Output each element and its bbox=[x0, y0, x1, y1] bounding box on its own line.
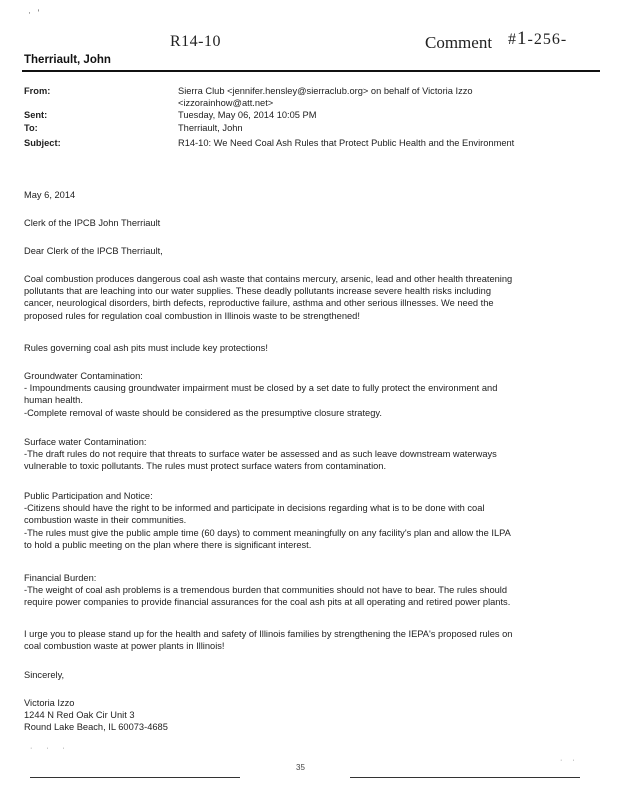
footer-rule-right bbox=[350, 777, 580, 778]
intro-paragraph bbox=[24, 273, 610, 322]
to-value: Therriault, John bbox=[178, 123, 243, 133]
intro-line: Coal combustion produces dangerous coal ash waste that contains mercury, arsenic, lead and other health threatening bbox=[24, 274, 513, 284]
financial-burden-section bbox=[24, 572, 610, 609]
groundwater-heading: Groundwater Contamination: bbox=[24, 371, 143, 381]
docket-number: R14-10 bbox=[170, 33, 221, 50]
financial-burden-line: -The weight of coal ash problems is a tremendous burden that communities should not have to bear. The rules should bbox=[24, 585, 508, 596]
groundwater-line: -Complete removal of waste should be considered as the presumptive closure strategy. bbox=[24, 407, 382, 418]
surface-water-section bbox=[24, 436, 610, 473]
surface-water-line: vulnerable to toxic pollutants. The rules must protect surface waters from contamination. bbox=[24, 461, 387, 472]
sent-label: Sent: bbox=[24, 110, 48, 120]
subject-value: R14-10: We Need Coal Ash Rules that Protect Public Health and the Environment bbox=[178, 138, 515, 148]
intro-line: proposed rules for regulation coal combustion in Illinois waste to be strengthened! bbox=[24, 310, 360, 321]
from-value-line1: Sierra Club <jennifer.hensley@sierraclub.org> on behalf of Victoria Izzo bbox=[178, 86, 473, 96]
scan-mark: · ' bbox=[28, 8, 40, 18]
page-number: 35 bbox=[296, 763, 305, 772]
letter-salutation: Dear Clerk of the IPCB Therriault, bbox=[24, 246, 163, 256]
intro-line: pollutants that are leaching into our water supplies. These deadly pollutants increase severe health risks including bbox=[24, 286, 492, 297]
intro-line: cancer, neurological disorders, birth defects, reproductive failure, asthma and other serious illnesses. We need the bbox=[24, 298, 494, 309]
public-participation-line: combustion waste in their communities. bbox=[24, 515, 187, 526]
recipient-name: Therriault, John bbox=[24, 54, 111, 66]
signature-address: 1244 N Red Oak Cir Unit 3 bbox=[24, 710, 135, 721]
scan-mark: · · bbox=[560, 757, 579, 764]
comment-number bbox=[508, 28, 567, 50]
signature-city: Round Lake Beach, IL 60073-4685 bbox=[24, 722, 168, 733]
urge-paragraph bbox=[24, 628, 610, 652]
letter-addressee: Clerk of the IPCB John Therriault bbox=[24, 218, 161, 228]
surface-water-heading: Surface water Contamination: bbox=[24, 437, 147, 447]
footer-rule-left bbox=[30, 777, 240, 778]
key-protections: Rules governing coal ash pits must include key protections! bbox=[24, 343, 268, 353]
groundwater-line: - Impoundments causing groundwater impairment must be closed by a set date to fully protect the environment and bbox=[24, 383, 498, 394]
financial-burden-heading: Financial Burden: bbox=[24, 573, 97, 583]
header-rule bbox=[22, 70, 600, 72]
to-label: To: bbox=[24, 123, 38, 133]
signature-name: Victoria Izzo bbox=[24, 698, 75, 708]
groundwater-line: human health. bbox=[24, 395, 83, 406]
public-participation-heading: Public Participation and Notice: bbox=[24, 491, 153, 501]
comment-label: Comment bbox=[425, 33, 493, 52]
public-participation-section bbox=[24, 490, 610, 551]
signature-block bbox=[24, 697, 610, 734]
public-participation-line: -Citizens should have the right to be informed and participate in decisions regarding what is to be done with coal bbox=[24, 503, 485, 514]
letter-closing: Sincerely, bbox=[24, 670, 65, 680]
surface-water-line: -The draft rules do not require that threats to surface water be assessed and as such leave downstream waterways bbox=[24, 449, 497, 460]
financial-burden-line: require power companies to provide financial assurances for the coal ash pits at all operating and retired power plants. bbox=[24, 597, 511, 608]
sent-value: Tuesday, May 06, 2014 10:05 PM bbox=[178, 110, 317, 120]
subject-label: Subject: bbox=[24, 138, 61, 148]
comment-number-suffix: -256- bbox=[527, 31, 568, 48]
comment-number-main: 1 bbox=[517, 28, 528, 49]
urge-line: I urge you to please stand up for the health and safety of Illinois families by strengthening the IEPA's proposed rules on bbox=[24, 629, 513, 639]
comment-hash: # bbox=[508, 31, 517, 48]
scan-mark: · · · bbox=[30, 745, 71, 752]
from-label: From: bbox=[24, 86, 51, 96]
public-participation-line: to hold a public meeting on the plan where there is significant interest. bbox=[24, 539, 312, 550]
groundwater-section bbox=[24, 370, 610, 419]
public-participation-line: -The rules must give the public ample time (60 days) to comment meaningfully on any facility's plan and allow the ILPA bbox=[24, 527, 511, 538]
from-value-line2: <izzorainhow@att.net> bbox=[178, 98, 274, 108]
letter-date: May 6, 2014 bbox=[24, 190, 76, 200]
urge-line: coal combustion waste at power plants in Illinois! bbox=[24, 641, 225, 652]
